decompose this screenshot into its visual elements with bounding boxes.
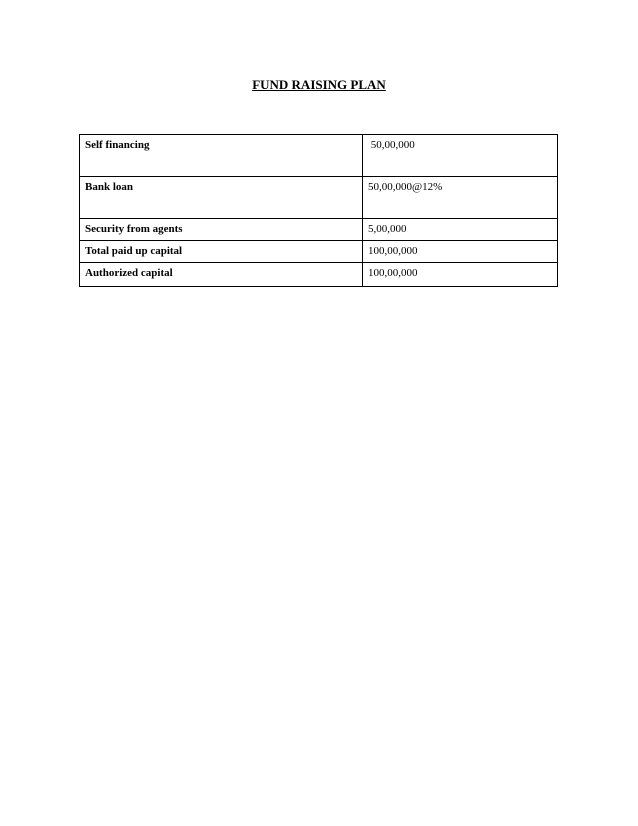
row-label: Security from agents — [80, 219, 363, 241]
table-row — [80, 263, 558, 287]
table-row — [80, 219, 558, 241]
row-label: Authorized capital — [80, 263, 363, 287]
table-row — [80, 177, 558, 219]
row-value: 50,00,000@12% — [363, 177, 558, 219]
row-value: 100,00,000 — [363, 263, 558, 287]
row-label: Total paid up capital — [80, 241, 363, 263]
table-row — [80, 135, 558, 177]
row-label: Self financing — [80, 135, 363, 177]
fund-raising-table — [79, 134, 558, 287]
row-value: 5,00,000 — [363, 219, 558, 241]
row-value: 50,00,000 — [363, 135, 558, 177]
page-title: FUND RAISING PLAN — [252, 77, 386, 92]
row-label: Bank loan — [80, 177, 363, 219]
row-value: 100,00,000 — [363, 241, 558, 263]
table-row — [80, 241, 558, 263]
